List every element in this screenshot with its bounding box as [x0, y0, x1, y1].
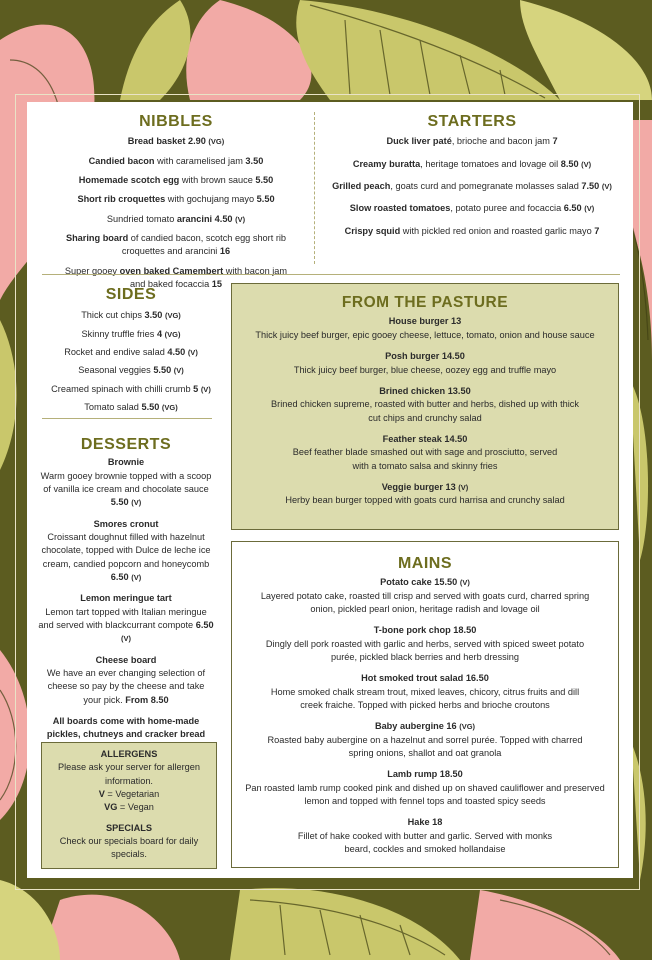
- starters-item: Duck liver paté, brioche and bacon jam 7: [386, 136, 558, 147]
- pasture-item: Brined chicken 13.50 Brined chicken supreme, roasted with butter and herbs, dished up with thick cut chips and crunchy salad: [271, 385, 579, 423]
- dessert-item: Smores cronut Croissant doughnut filled with hazelnut chocolate, topped with Dulce de leche ice cream, candied popcorn and honeycomb 6.50 (V): [41, 518, 211, 582]
- mains-item: Lamb rump 18.50 Pan roasted lamb rump cooked pink and dished up on shaved cauliflower and preserved lemon and topped with fennel tops and toasted spicy seeds: [245, 769, 605, 806]
- dessert-item: Brownie Warm gooey brownie topped with a scoop of vanilla ice cream and chocolate sauce 5.50 (V): [40, 457, 212, 508]
- pasture-item: Feather steak 14.50 Beef feather blade smashed out with sage and prosciutto, served with a tomato salsa and skinny fries: [292, 433, 558, 471]
- dessert-item: Lemon meringue tart Lemon tart topped with Italian meringue and served with blackcurrant compote 6.50 (V): [38, 593, 214, 644]
- nibbles-item: Super gooey oven baked Camembert with bacon jam and baked focaccia 15: [64, 265, 288, 289]
- nibbles-item: Candied bacon with caramelised jam 3.50: [88, 155, 264, 166]
- column-divider: [314, 112, 315, 264]
- allergens-text: Please ask your server for allergen information.: [58, 762, 200, 786]
- nibbles-section: [56, 110, 296, 298]
- section-divider: [42, 274, 620, 275]
- nibbles-item: Sharing board of candied bacon, scotch egg short rib croquettes and arancini 16: [65, 232, 287, 257]
- pasture-title: FROM THE PASTURE: [341, 294, 509, 311]
- starters-item: Crispy squid with pickled red onion and roasted garlic mayo 7: [344, 225, 600, 236]
- sides-item: Tomato salad 5.50 (VG): [84, 401, 178, 412]
- nibbles-item: Sundried tomato arancini 4.50 (V): [106, 213, 246, 224]
- pasture-box: [231, 283, 619, 530]
- mains-item: Hot smoked trout salad 16.50 Home smoked chalk stream trout, mixed leaves, chicory, citrus fruits and dill creek fraiche. Topped with picked herbs and brioche croutons: [270, 673, 580, 710]
- sides-item: Thick cut chips 3.50 (VG): [81, 310, 181, 321]
- nibbles-title: NIBBLES: [139, 113, 213, 130]
- sides-item: Rocket and endive salad 4.50 (V): [64, 346, 198, 357]
- mains-item: Baby aubergine 16 (VG) Roasted baby aubergine on a hazelnut and sorrel purée. Topped with charred spring onions, shallot and oat granola: [267, 721, 583, 758]
- starters-item: Creamy buratta, heritage tomatoes and lovage oil 8.50 (V): [352, 158, 592, 169]
- mains-item: Hake 18 Fillet of hake cooked with butter and garlic. Served with monks beard, cockles and smoked hollandaise: [297, 817, 553, 855]
- nibbles-item: Homemade scotch egg with brown sauce 5.50: [78, 174, 274, 185]
- sides-item: Skinny truffle fries 4 (VG): [81, 328, 181, 339]
- allergens-box: [41, 742, 217, 869]
- starters-title: STARTERS: [427, 113, 517, 130]
- section-divider: [42, 418, 212, 419]
- sides-section: [40, 283, 222, 419]
- mains-box: [231, 541, 619, 868]
- starters-item: Slow roasted tomatoes, potato puree and focaccia 6.50 (V): [349, 203, 595, 214]
- starters-section: [324, 110, 620, 245]
- pasture-item: Posh burger 14.50 Thick juicy beef burger, blue cheese, oozey egg and truffle mayo: [293, 351, 557, 375]
- mains-item: Potato cake 15.50 (V) Layered potato cake, roasted till crisp and served with goats curd, charred spring onion, pickled pearl onion, heritage radish and lovage oil: [260, 577, 590, 614]
- pasture-item: Veggie burger 13 (V) Herby bean burger topped with goats curd harrisa and crunchy salad: [285, 481, 565, 506]
- desserts-section: [38, 433, 214, 742]
- nibbles-item: Bread basket 2.90 (VG): [127, 136, 225, 147]
- sides-title: SIDES: [105, 286, 157, 303]
- sides-item: Seasonal veggies 5.50 (V): [78, 365, 184, 376]
- specials-text: Check our specials board for daily specials.: [59, 836, 199, 860]
- specials-title: SPECIALS: [106, 822, 152, 833]
- mains-title: MAINS: [397, 555, 453, 572]
- starters-item: Grilled peach, goats curd and pomegranate molasses salad 7.50 (V): [332, 180, 612, 191]
- desserts-title: DESSERTS: [80, 436, 172, 453]
- allergens-v: V = Vegetarian: [98, 789, 160, 800]
- sides-item: Creamed spinach with chilli crumb 5 (V): [51, 383, 211, 394]
- mains-item: T-bone pork chop 18.50 Dingly dell pork roasted with garlic and herbs, served with spiced sweet potato purée, pickled black berries and herb dressing: [265, 625, 585, 662]
- boards-note: All boards come with home-made pickles, chutneys and cracker bread: [46, 716, 206, 740]
- dessert-item: Cheese board We have an ever changing selection of cheese so pay by the cheese and take your pick. From 8.50: [46, 654, 206, 705]
- nibbles-item: Short rib croquettes with gochujang mayo 5.50: [77, 194, 275, 205]
- pasture-item: House burger 13 Thick juicy beef burger, epic gooey cheese, lettuce, tomato, onion and house sauce: [255, 316, 595, 340]
- allergens-title: ALLERGENS: [100, 749, 158, 759]
- allergens-vg: VG = Vegan: [104, 802, 154, 813]
